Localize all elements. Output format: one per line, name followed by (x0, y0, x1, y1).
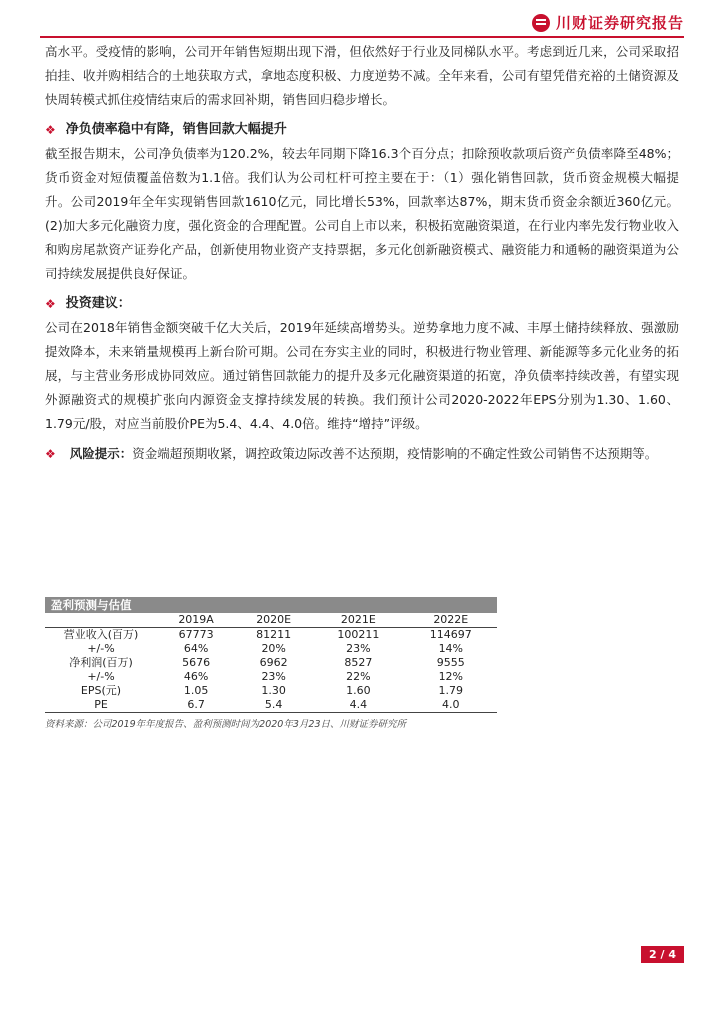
table-cell: 46% (183, 670, 209, 683)
table-row (45, 628, 497, 643)
table-row (45, 684, 497, 698)
table-source-note: 资料来源：公司2019年年度报告、盈利预测时间为2020年3月23日、川财证券研究所 (45, 719, 406, 730)
forecast-table (45, 613, 497, 713)
column-header: 2021E (312, 613, 404, 628)
section-title: 投资建议： (65, 296, 131, 311)
table-cell: 64% (183, 642, 209, 655)
report-body (45, 40, 679, 466)
diamond-bullet-icon: ❖ (45, 123, 56, 137)
table-row (45, 670, 497, 684)
table-cell: 1.79 (438, 684, 464, 697)
section-heading-debt (45, 118, 679, 142)
brand-logo-icon (532, 14, 550, 32)
table-cell: 1.30 (261, 684, 286, 697)
table-cell: 20% (261, 642, 286, 655)
page-number: 2 / 4 (641, 946, 684, 963)
brand (532, 12, 684, 33)
forecast-table-block (45, 597, 497, 730)
row-label: +/-% (87, 642, 115, 655)
row-label: PE (45, 698, 157, 713)
table-cell: 6962 (259, 656, 288, 669)
paragraph-investment: 公司在2018年销售金额突破千亿大关后，2019年延续高增势头。逆势拿地力度不减、丰厚土储持续释放、强激励提效降本，未来销量规模再上新台阶可期。公司在夯实主业的同时，积极进行物业管理、新能源等多元化业务的拓展，与主营业务形成协同效应。通过销售回款能力的提升及多元化融资渠道的拓宽，净负债率持续改善，有望实现外源融资式的规模扩张向内源资金支撑持续发展的转换。我们预计公司2020-2022年EPS分别为1.30、1.60、1.79元/股，对应当前股价PE为5.4、4.4、4.0倍。维持“增持”评级。 (45, 320, 679, 431)
table-cell: 67773 (178, 628, 214, 641)
table-cell: 6.7 (157, 698, 235, 713)
table-cell: 100211 (337, 628, 380, 641)
column-header (45, 613, 157, 628)
table-cell: 22% (346, 670, 371, 683)
page-header (40, 0, 684, 40)
diamond-bullet-icon: ❖ (45, 297, 56, 311)
table-cell: 12% (438, 670, 464, 683)
section-title: 净负债率稳中有降，销售回款大幅提升 (65, 122, 287, 137)
paragraph-risk (45, 442, 679, 466)
risk-lead: 风险提示： (69, 446, 133, 461)
table-title: 盈利预测与估值 (45, 597, 497, 613)
table-cell: 23% (346, 642, 371, 655)
table-row (45, 698, 497, 713)
section-heading-investment (45, 292, 679, 316)
paragraph-debt: 截至报告期末，公司净负债率为120.2%，较去年同期下降16.3个百分点；扣除预收款项后资产负债率降至48%；货币资金对短债覆盖倍数为1.1倍。我们认为公司杠杆可控主要在于：（1）强化销售回款，货币资金规模大幅提升。公司2019年全年实现销售回款1610亿元，同比增长53%，回款率达87%，期末货币资金余额近360亿元。(2)加大多元化融资力度，强化资金的合理配置。公司自上市以来，积极拓宽融资渠道，在行业内率先发行物业收入和购房尾款资产证券化产品，创新使用物业资产支持票据，多元化创新融资模式、融资能力和通畅的融资渠道为公司持续发展提供良好保证。 (45, 146, 679, 281)
column-header: 2019A (157, 613, 235, 628)
diamond-bullet-icon: ❖ (45, 447, 56, 461)
table-row (45, 656, 497, 670)
column-header: 2020E (235, 613, 312, 628)
table-cell: 14% (438, 642, 464, 655)
column-header: 2022E (405, 613, 497, 628)
paragraph-sales: 高水平。受疫情的影响，公司开年销售短期出现下滑，但依然好于行业及同梯队水平。考虑到近几来，公司采取招拍挂、收并购相结合的土地获取方式，拿地态度积极、力度逆势不减。全年来看，公司有望凭借充裕的土储资源及快周转模式抓住疫情结束后的需求回补期，销售回归稳步增长。 (45, 44, 679, 107)
table-cell: 1.60 (346, 684, 371, 697)
risk-body: 资金端超预期收紧，调控政策边际改善不达预期，疫情影响的不确定性致公司销售不达预期等。 (132, 446, 658, 461)
row-label: EPS(元) (80, 684, 122, 697)
table-cell: 5.4 (235, 698, 312, 713)
table-cell: 9555 (436, 656, 465, 669)
row-label: 营业收入(百万) (63, 628, 139, 641)
table-cell: 1.05 (183, 684, 209, 697)
table-cell: 5676 (182, 656, 211, 669)
brand-title: 川财证券研究报告 (555, 14, 684, 32)
table-row (45, 642, 497, 656)
row-label: +/-% (87, 670, 115, 683)
header-divider (40, 36, 684, 38)
table-cell: 81211 (256, 628, 292, 641)
table-cell: 4.4 (312, 698, 404, 713)
table-cell: 23% (261, 670, 286, 683)
table-cell: 8527 (344, 656, 373, 669)
table-header-row (45, 613, 497, 628)
table-cell: 4.0 (405, 698, 497, 713)
table-cell: 114697 (429, 628, 472, 641)
row-label: 净利润(百万) (69, 656, 133, 669)
